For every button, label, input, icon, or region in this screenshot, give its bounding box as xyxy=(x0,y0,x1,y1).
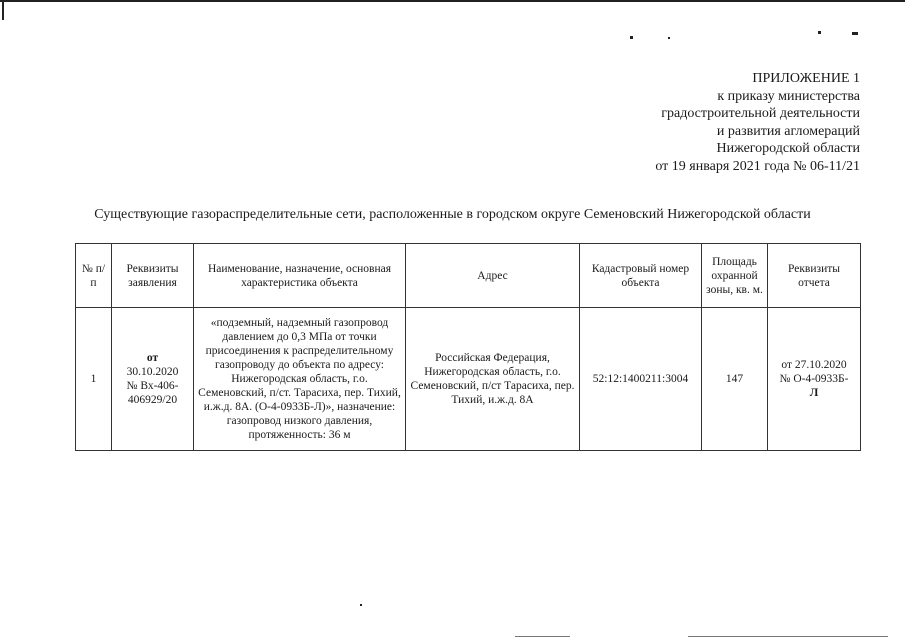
appendix-line: градостроительной деятельности xyxy=(661,106,860,121)
header-application: Реквизиты заявления xyxy=(112,244,194,308)
appendix-line: и развития агломераций xyxy=(716,123,860,139)
application-prefix: от xyxy=(146,352,159,364)
gas-network-table xyxy=(75,243,861,451)
report-suffix: Л xyxy=(809,387,819,399)
scan-edge-line xyxy=(688,636,888,637)
cell-application xyxy=(112,308,194,451)
scan-speck xyxy=(630,36,633,39)
appendix-line: Нижегородской области xyxy=(716,141,860,156)
application-number: № Вх-406-406929/20 xyxy=(126,380,179,406)
header-area: Площадь охранной зоны, кв. м. xyxy=(702,244,768,308)
cell-address: Российская Федерация, Нижегородская область, г.о. Семеновский, п/ст Тарасиха, пер. Тихий, и.ж.д. 8А xyxy=(406,308,580,451)
appendix-line: к приказу министерства xyxy=(717,88,860,104)
scan-speck xyxy=(818,31,821,34)
header-cadastral: Кадастровый номер объекта xyxy=(580,244,702,308)
cell-cadastral: 52:12:1400211:3004 xyxy=(580,308,702,451)
table-row xyxy=(76,308,861,451)
scan-speck xyxy=(360,604,362,606)
cell-report xyxy=(768,308,861,451)
cell-num: 1 xyxy=(76,308,112,451)
scan-edge-mark xyxy=(2,2,4,20)
appendix-heading: ПРИЛОЖЕНИЕ 1 xyxy=(752,71,860,86)
report-date: от 27.10.2020 xyxy=(781,359,847,371)
header-num: № п/п xyxy=(76,244,112,308)
report-number: № О-4-0933Б- xyxy=(779,373,849,385)
appendix-block xyxy=(500,70,860,175)
scan-speck xyxy=(668,37,670,39)
application-date: 30.10.2020 xyxy=(126,366,179,378)
header-report: Реквизиты отчета xyxy=(768,244,861,308)
scan-edge-line xyxy=(0,0,905,2)
appendix-order-date: от 19 января 2021 года № 06-11/21 xyxy=(655,158,860,174)
cell-area: 147 xyxy=(702,308,768,451)
scan-speck xyxy=(852,32,858,35)
header-description: Наименование, назначение, основная характеристика объекта xyxy=(194,244,406,308)
document-title: Существующие газораспределительные сети, расположенные в городском округе Семеновский Нижегородской области xyxy=(94,207,811,222)
table-header-row xyxy=(76,244,861,308)
scan-edge-line xyxy=(515,636,570,637)
header-address: Адрес xyxy=(406,244,580,308)
cell-description: «подземный, надземный газопровод давлением до 0,3 МПа от точки присоединения к распределительному газопроводу до объекта по адресу: Нижегородская область, г.о. Семеновский, п/ст. Тарасиха, пер. Тихий, и.ж.д. 8А. (О-4-0933Б-Л)», назначение: газопровод низкого давления, протяженность: 36 м xyxy=(194,308,406,451)
